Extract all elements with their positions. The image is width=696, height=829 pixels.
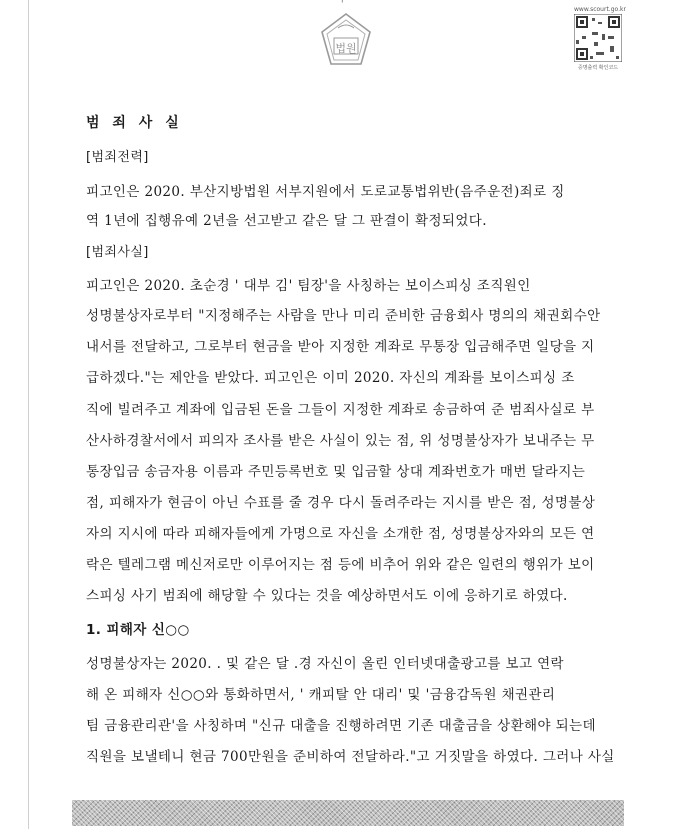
top-mark: ': [341, 0, 344, 10]
body-line: 역 1년에 집행유예 2년을 선고받고 같은 달 그 판결이 확정되었다.: [86, 213, 487, 229]
body-line: 피고인은 2020. 부산지방법원 서부지원에서 도로교통법위반(음주운전)죄로 징: [86, 184, 565, 200]
body-line: 점, 피해자가 현금이 아닌 수표를 줄 경우 다시 돌려주라는 지시를 받은 점, 성명불상: [86, 495, 596, 511]
facts-label: [범죄사실]: [86, 245, 149, 260]
body-line: 직원을 보낼테니 현금 700만원을 준비하여 전달하라."고 거짓말을 하였다. 그러나 사실: [86, 749, 615, 765]
criminal-record-label: [범죄전력]: [86, 150, 149, 165]
body-line: 산사하경찰서에서 피의자 조사를 받은 사실이 있는 점, 위 성명불상자가 보내주는 무: [86, 433, 595, 449]
body-line: 해 온 피해자 신○○와 통화하면서, ' 캐피탈 안 대리' 및 '금융감독원 채권관리: [86, 687, 556, 703]
body-line: 성명불상자로부터 "지정해주는 사람을 만나 미리 준비한 금융회사 명의의 채권회수안: [86, 308, 601, 324]
qr-caption: 증명출력 확인코드: [577, 65, 619, 71]
body-line: 성명불상자는 2020. . 및 같은 달 .경 자신이 올린 인터넷대출광고를 보고 연락: [86, 656, 564, 672]
body-line: 직에 빌려주고 계좌에 입금된 돈을 그들이 지정한 계좌로 송금하여 준 범죄사실로 부: [86, 402, 595, 418]
body-line: 통장입금 송금자용 이름과 주민등록번호 및 입금할 상대 계좌번호가 매번 달라지는: [86, 464, 586, 480]
body-line: 락은 텔레그램 메신저로만 이루어지는 점 등에 비추어 위와 같은 일련의 행위가 보이: [86, 557, 595, 573]
scan-edge: [28, 0, 29, 829]
body-line: 급하겠다."는 제안을 받았다. 피고인은 이미 2020. 자신의 계좌를 보이스피싱 조: [86, 370, 575, 386]
body-line: 자의 지시에 따라 피해자들에게 가명으로 자신을 소개한 점, 성명불상자와의 모든 연: [86, 526, 595, 542]
body-line: 스피싱 사기 범죄에 해당할 수 있다는 것을 예상하면서도 이에 응하기로 하였다.: [86, 588, 568, 604]
seal-text: 법원: [335, 42, 357, 55]
qr-url: www.scourt.go.kr: [574, 6, 626, 13]
body-line: 팀 금융관리관'을 사칭하며 "신규 대출을 진행하려면 기존 대출금을 상환해야 되는데: [86, 718, 596, 734]
body-line: 내서를 전달하고, 그로부터 현금을 받아 지정한 계좌로 무통장 입금해주면 일당을 지: [86, 339, 595, 355]
qr-code-icon: [574, 14, 622, 62]
section-heading: 범 죄 사 실: [86, 115, 183, 131]
footer-security-band: [72, 800, 624, 826]
victim-subheading: 1. 피해자 신○○: [86, 622, 190, 638]
body-line: 피고인은 2020. 초순경 ' 대부 김' 팀장'을 사칭하는 보이스피싱 조직원인: [86, 278, 531, 294]
